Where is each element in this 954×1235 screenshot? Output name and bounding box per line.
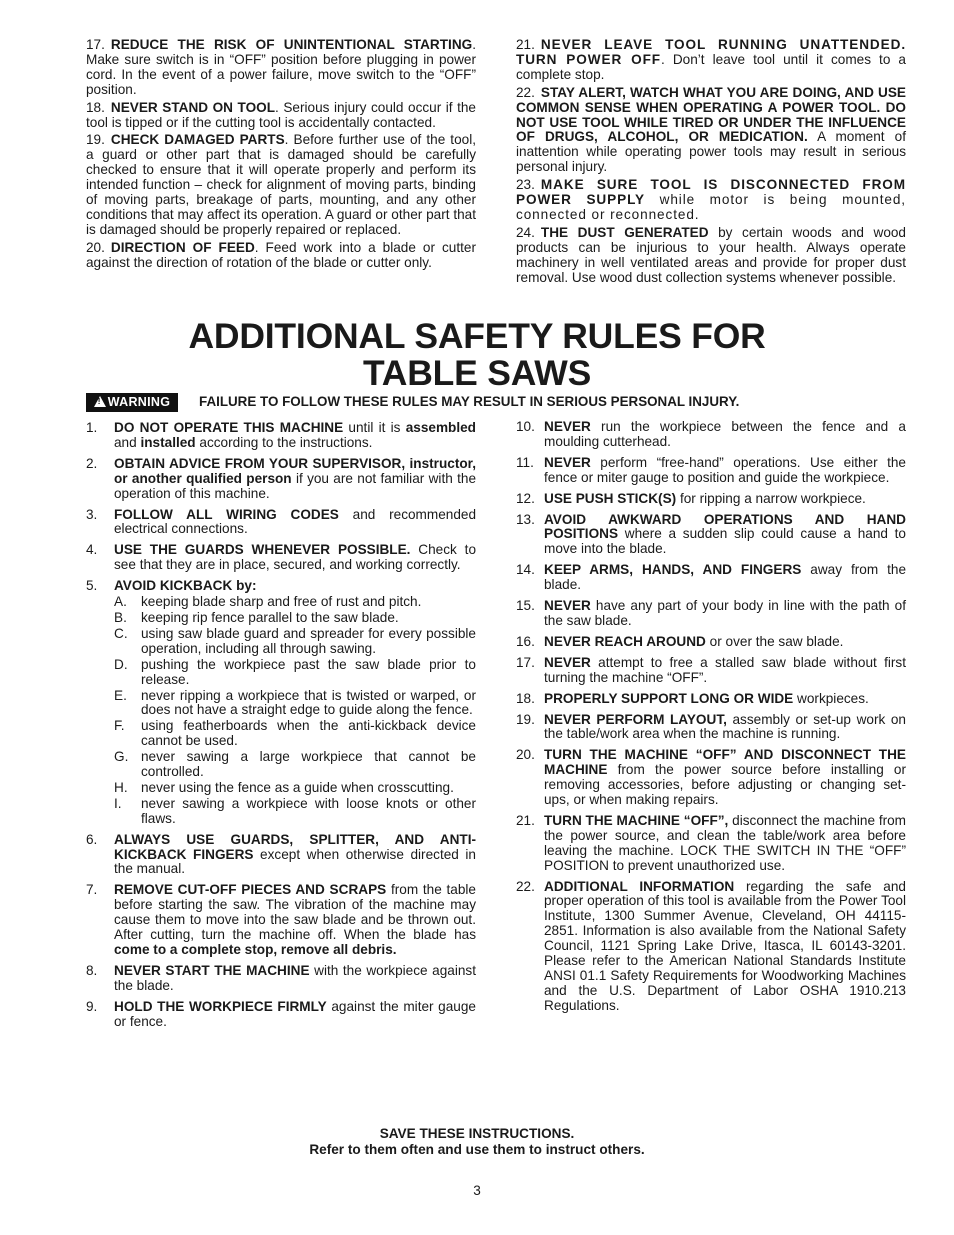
general-rule-19: 19. CHECK DAMAGED PARTS. Before further use of the tool, a guard or other part that is damaged should be carefully checked to ensure that it will operate properly and perform its intended function – check for alignment of moving parts, binding of moving parts, breakage of parts, mounting, and any other conditions that may affect its operation. A guard or other part that is damaged should be properly repaired or replaced. xyxy=(86,132,477,237)
rule-17: 17. NEVER attempt to free a stalled saw blade without first turning the machine “OFF”. xyxy=(516,654,906,685)
rule-20: 20. TURN THE MACHINE “OFF” AND DISCONNECT THE MACHINE from the power source before installing or removing accessories, before adjusting or changing set-ups, or when making repairs. xyxy=(516,747,906,808)
rule-5-sub-i: I. never sawing a workpiece with loose knots or other flaws. xyxy=(114,795,476,826)
general-rule-23: 23. MAKE SURE TOOL IS DISCONNECTED FROM POWER SUPPLY while motor is being mounted, connected or reconnected. xyxy=(516,177,906,222)
general-rule-21: 21. NEVER LEAVE TOOL RUNNING UNATTENDED. TURN POWER OFF. Don’t leave tool until it comes to a complete stop. xyxy=(516,37,906,82)
table-saw-rules-left-column xyxy=(86,421,476,1036)
general-rule-18: 18. NEVER STAND ON TOOL. Serious injury could occur if the tool is tipped or if the cutting tool is accidentally contacted. xyxy=(86,99,476,130)
warning-banner xyxy=(86,392,906,414)
section-title-line-1: ADDITIONAL SAFETY RULES FOR xyxy=(188,316,766,356)
section-title-line-2: TABLE SAWS xyxy=(362,353,592,393)
rule-1: 1. DO NOT OPERATE THIS MACHINE until it is assembled and installed according to the instructions. xyxy=(86,420,476,450)
rule-5-sub-c: C. using saw blade guard and spreader for every possible operation, including all through sawing. xyxy=(114,625,476,656)
rule-5-sub-e: E. never ripping a workpiece that is twisted or warped, or does not have a straight edge to guide along the fence. xyxy=(114,687,476,718)
rule-13: 13. AVOID AWKWARD OPERATIONS AND HAND POSITIONS where a sudden slip could cause a hand to move into the blade. xyxy=(516,511,906,557)
rule-14: 14. KEEP ARMS, HANDS, AND FINGERS away from the blade. xyxy=(516,562,907,593)
footer-line-2: Refer to them often and use them to instruct others. xyxy=(309,1142,645,1157)
rule-11: 11. NEVER perform “free-hand” operations. Use either the fence or miter gauge to position and guide the workpiece. xyxy=(516,454,906,485)
rule-9: 9. HOLD THE WORKPIECE FIRMLY against the miter gauge or fence. xyxy=(86,998,476,1029)
rule-5-sub-h: H. never using the fence as a guide when crosscutting. xyxy=(114,779,454,795)
footer-line-1: SAVE THESE INSTRUCTIONS. xyxy=(379,1126,575,1141)
rule-12: 12. USE PUSH STICK(S) for ripping a narrow workpiece. xyxy=(516,490,866,506)
page-number: 3 xyxy=(473,1183,481,1198)
general-rule-17: 17. REDUCE THE RISK OF UNINTENTIONAL STARTING. Make sure switch is in “OFF” position before plugging in power cord. In the event of a power failure, move switch to the “OFF” position. xyxy=(86,37,476,97)
warning-text: FAILURE TO FOLLOW THESE RULES MAY RESULT IN SERIOUS PERSONAL INJURY. xyxy=(199,394,740,409)
warning-badge: !WARNING xyxy=(86,393,178,412)
rule-5-sub-a: A. keeping blade sharp and free of rust and pitch. xyxy=(114,594,422,610)
section-title xyxy=(0,318,954,392)
rule-15: 15. NEVER have any part of your body in line with the path of the saw blade. xyxy=(516,598,906,628)
rule-19: 19. NEVER PERFORM LAYOUT, assembly or set-up work on the table/work area when the machine is running. xyxy=(516,711,906,742)
rule-3: 3. FOLLOW ALL WIRING CODES and recommended electrical connections. xyxy=(86,506,476,537)
rule-8: 8. NEVER START THE MACHINE with the workpiece against the blade. xyxy=(86,962,476,993)
warning-triangle-icon xyxy=(94,396,106,407)
save-instructions-footer xyxy=(0,1126,954,1158)
rule-21: 21. TURN THE MACHINE “OFF”, disconnect the machine from the power source, and clean the table/work area before leaving the machine. LOCK THE SWITCH IN THE “OFF” POSITION to prevent unauthorized use. xyxy=(516,812,907,873)
rule-5-sub-g: G. never sawing a large workpiece that cannot be controlled. xyxy=(114,749,476,780)
rule-6: 6. ALWAYS USE GUARDS, SPLITTER, AND ANTI-KICKBACK FINGERS except when otherwise directed in the manual. xyxy=(86,831,476,877)
rule-18: 18. PROPERLY SUPPORT LONG OR WIDE workpieces. xyxy=(516,690,869,706)
rule-5-sub-b: B. keeping rip fence parallel to the saw blade. xyxy=(114,609,399,625)
rule-16: 16. NEVER REACH AROUND or over the saw blade. xyxy=(516,633,844,649)
general-rule-24: 24. THE DUST GENERATED by certain woods and wood products can be injurious to your health. Always operate machinery in well ventilated areas and provide for proper dust removal. Use wood dust collection systems whenever possible. xyxy=(516,224,906,285)
general-rules-right-column xyxy=(516,38,906,289)
general-rule-22: 22. STAY ALERT, WATCH WHAT YOU ARE DOING, AND USE COMMON SENSE WHEN OPERATING A POWER TOOL. DO NOT USE TOOL WHILE TIRED OR UNDER THE INFLUENCE OF DRUGS, ALCOHOL, OR MEDICATION. A moment of inattention while operating power tools may result in serious personal injury. xyxy=(516,84,906,175)
rule-10: 10. NEVER run the workpiece between the fence and a moulding cutterhead. xyxy=(516,419,906,449)
rule-5-sub-d: D. pushing the workpiece past the saw blade prior to release. xyxy=(114,656,476,687)
rule-22: 22. ADDITIONAL INFORMATION regarding the safe and proper operation of this tool is available from the Power Tool Institute, 1300 Summer Avenue, Cleveland, OH 44115-2851. Information is also available from the National Safety Council, 1121 Spring Lake Drive, Itasca, IL 60143-3201. Please refer to the American National Standards Institute ANSI 01.1 Safety Requirements for Woodworking Machines and the U.S. Department of Labor OSHA 1910.213 Regulations. xyxy=(516,878,906,1013)
general-rule-20: 20. DIRECTION OF FEED. Feed work into a blade or cutter against the direction of rotation of the blade or cutter only. xyxy=(86,239,476,270)
rule-5-sub-f: F. using featherboards when the anti-kickback device cannot be used. xyxy=(114,718,476,749)
rule-5: 5. AVOID KICKBACK by: A. keeping blade sharp and free of rust and pitch. B. keeping rip fence parallel to the saw blade. C. using saw blade guard and spreader for every possible operation, including all through sawing. D. pushing the workpiece past the saw blade prior to release. E. never ripping a workpiece that is twisted or warped, or does not have a straight edge to guide along the fence. F. using featherboards when the anti-kickback device cannot be used. G. never sawing a large workpiece that cannot be controlled. H. never using the fence as a guide when crosscutting. I. never sawing a workpiece with loose knots or other flaws. xyxy=(86,578,476,826)
general-rules-left-column xyxy=(86,38,476,274)
rule-4: 4. USE THE GUARDS WHENEVER POSSIBLE. Check to see that they are in place, secured, and working correctly. xyxy=(86,542,477,573)
rule-7: 7. REMOVE CUT-OFF PIECES AND SCRAPS from the table before starting the saw. The vibration of the machine may cause them to move into the saw blade and be thrown out. After cutting, turn the machine off. When the blade has come to a complete stop, remove all debris. xyxy=(86,882,476,957)
table-saw-rules-right-column xyxy=(516,420,906,1020)
rule-2: 2. OBTAIN ADVICE FROM YOUR SUPERVISOR, instructor, or another qualified person if you are not familiar with the operation of this machine. xyxy=(86,455,477,501)
